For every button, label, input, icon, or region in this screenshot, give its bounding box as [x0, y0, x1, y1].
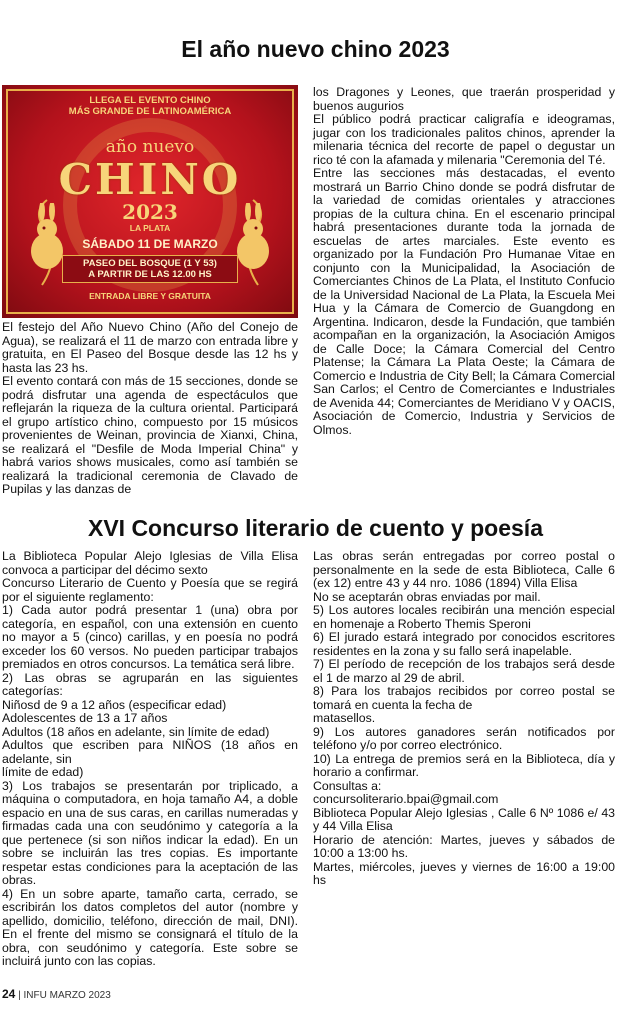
paragraph: Concurso Literario de Cuento y Poesía que se regirá por el siguiente reglamento: — [2, 576, 298, 604]
paragraph: Adolescentes de 13 a 17 años — [2, 711, 168, 725]
paragraph: Adultos que escriben para NIÑOS (18 años en adelante, sin — [2, 738, 298, 766]
article-title-literary-contest: XVI Concurso literario de cuento y poesía — [87, 515, 543, 541]
poster-chino: CHINO — [58, 155, 242, 204]
paragraph: La Biblioteca Popular Alejo Iglesias de Villa Elisa convoca a participar del décimo sexto — [2, 549, 298, 577]
paragraph: 6) El jurado estará integrado por conocidos escritores residentes en la zona y su fallo será inapelable. — [313, 630, 615, 658]
paragraph: 2) Las obras se agruparán en las siguientes categorías: — [2, 670, 298, 698]
article2-right-column — [313, 550, 615, 888]
paragraph: matasellos. — [313, 711, 376, 725]
poster-ano-nuevo: año nuevo — [105, 137, 195, 157]
article2-left-column — [2, 550, 298, 969]
paragraph: Consultas a: — [313, 778, 382, 793]
poster-entry: ENTRADA LIBRE Y GRATUITA — [89, 291, 211, 301]
page-footer: 24 | INFU MARZO 2023 — [2, 987, 111, 1001]
article-title-chinese-new-year: El año nuevo chino 2023 — [181, 36, 450, 62]
paragraph: El público podrá practicar caligrafía e ideogramas, jugar con los tradicionales palitos chinos, aprender la milenaria técnica del recorte de papel o degustar un rico té con la afamada y milenaria "Ceremonia del Té. — [313, 112, 615, 167]
paragraph: los Dragones y Leones, que traerán prosperidad y buenos augurios — [313, 85, 615, 113]
issue-label: INFU MARZO 2023 — [23, 990, 111, 1001]
chinese-new-year-poster — [2, 85, 298, 318]
paragraph: El festejo del Año Nuevo Chino (Año del Conejo de Agua), se realizará el 11 de marzo con entrada libre y gratuita, en El Paseo del Bosque desde las 12 hs y hasta las 23 hs. — [2, 320, 298, 375]
poster-header-line1: LLEGA EL EVENTO CHINO — [89, 95, 211, 106]
poster-header-line2: MÁS GRANDE DE LATINOAMÉRICA — [68, 106, 232, 117]
poster-place-line2: A PARTIR DE LAS 12.00 HS — [88, 269, 212, 280]
paragraph: Niñosd de 9 a 12 años (especificar edad) — [2, 697, 227, 712]
paragraph: Martes, miércoles, jueves y viernes de 16:00 a 19:00 hs — [313, 859, 615, 887]
paragraph: 9) Los autores ganadores serán notificados por teléfono y/o por correo electrónico. — [313, 724, 615, 752]
paragraph: Entre las secciones más destacadas, el evento mostrará un Barrio Chino donde se podrá disfrutar de la variedad de comidas orientales y atracciones propias de la cultura china. En el escenario principal habrá presentaciones durante toda la jornada de escuelas de artes marciales. Este evento es organizado por la Fundación Pro Humanae Vitae en conjunto con la Municipalidad, la Asociación de Comerciantes Chinos de La Plata, el Instituto Confucio de la Universidad Nacional de La Plata, la Escuela Mei Hua y la Cámara de Comercio de Guangdong en Argentina. Indicaron, desde la Fundación, que también acompañan en la organización, la Asociación Amigos de Calle Doce; la Cámara Comercial del Centro Platense; la Cámara La Plata Oeste; la Cámara de Comercio e Industria de City Bell; la Cámara Comercial San Carlos; el Centro de Comerciantes e Industriales de Avenida 44; Comerciantes de Meridiano V y OACIS, Asociación de Comercio, Industria y Servicios de Olmos. — [313, 166, 615, 437]
paragraph: 4) En un sobre aparte, tamaño carta, cerrado, se escribirán los datos completos del autor (nombre y apellido, domicilio, teléfono, dirección de mail, DNI). En el frente del mismo se consignará el título de la obra, con seudónimo y categoría. Este sobre se incluirá junto con las copias. — [2, 886, 298, 968]
paragraph: límite de edad) — [2, 765, 84, 779]
paragraph: Horario de atención: Martes, jueves y sábados de 10:00 a 13:00 hs. — [313, 832, 615, 860]
paragraph: concursoliterario.bpai@gmail.com — [313, 792, 499, 806]
paragraph: 8) Para los trabajos recibidos por correo postal se tomará en cuenta la fecha de — [313, 684, 615, 712]
poster-date: SÁBADO 11 DE MARZO — [82, 237, 218, 251]
paragraph: 3) Los trabajos se presentarán por triplicado, a máquina o computadora, en hoja tamaño A4, a doble espacio en una de sus caras, en carillas numeradas y firmadas cada una con seudónimo y categoría a la que pertenece (si son niños indicar la edad). En un sobre se incluirán las tres copias. Es importante respetar estas condiciones para la aceptación de las obras. — [2, 778, 298, 887]
article1-right-column — [313, 86, 615, 437]
poster-place — [62, 255, 238, 283]
page-number: 24 — [2, 987, 16, 1001]
paragraph: 1) Cada autor podrá presentar 1 (una) obra por categoría, en español, con una extensión en cuento no mayor a 5 (cinco) carillas, y en poesía no podrá exceder los 60 versos. No pueden participar trabajos premiados en otros concursos. La temática será libre. — [2, 603, 298, 671]
paragraph: El evento contará con más de 15 secciones, donde se podrá disfrutar una agenda de espectáculos que reflejarán la riqueza de la cultura oriental. Participará el grupo artístico chino, compuesto por 15 músicos provenientes de Weinan, provincia de Xianxi, China, se realizará el "Desfile de Moda Imperial China" y habrá varios shows musicales, como así también se realizará la tradicional ceremonia de Clavado de Pupilas y las danzas de — [2, 374, 298, 496]
paragraph: 10) La entrega de premios será en la Biblioteca, día y horario a confirmar. — [313, 751, 615, 779]
poster-header — [2, 95, 298, 117]
poster-place-line1: PASEO DEL BOSQUE (1 Y 53) — [83, 258, 217, 269]
poster-city: LA PLATA — [129, 223, 171, 233]
paragraph: Las obras serán entregadas por correo postal o personalmente en la sede de esta Biblioteca, Calle 6 (ex 12) entre 43 y 44 nro. 1086 (1894) Villa Elisa — [313, 549, 615, 590]
paragraph: Adultos (18 años en adelante, sin límite de edad) — [2, 724, 270, 739]
poster-year: 2023 — [122, 200, 178, 224]
article1-left-column — [2, 321, 298, 497]
paragraph: 7) El período de recepción de los trabajos será desde el 1 de marzo al 29 de abril. — [313, 657, 615, 685]
paragraph: 5) Los autores locales recibirán una mención especial en homenaje a Roberto Themis Speroni — [313, 603, 615, 631]
paragraph: No se aceptarán obras enviadas por mail. — [313, 589, 541, 604]
paragraph: Biblioteca Popular Alejo Iglesias , Calle 6 Nº 1086 e/ 43 y 44 Villa Elisa — [313, 805, 615, 833]
